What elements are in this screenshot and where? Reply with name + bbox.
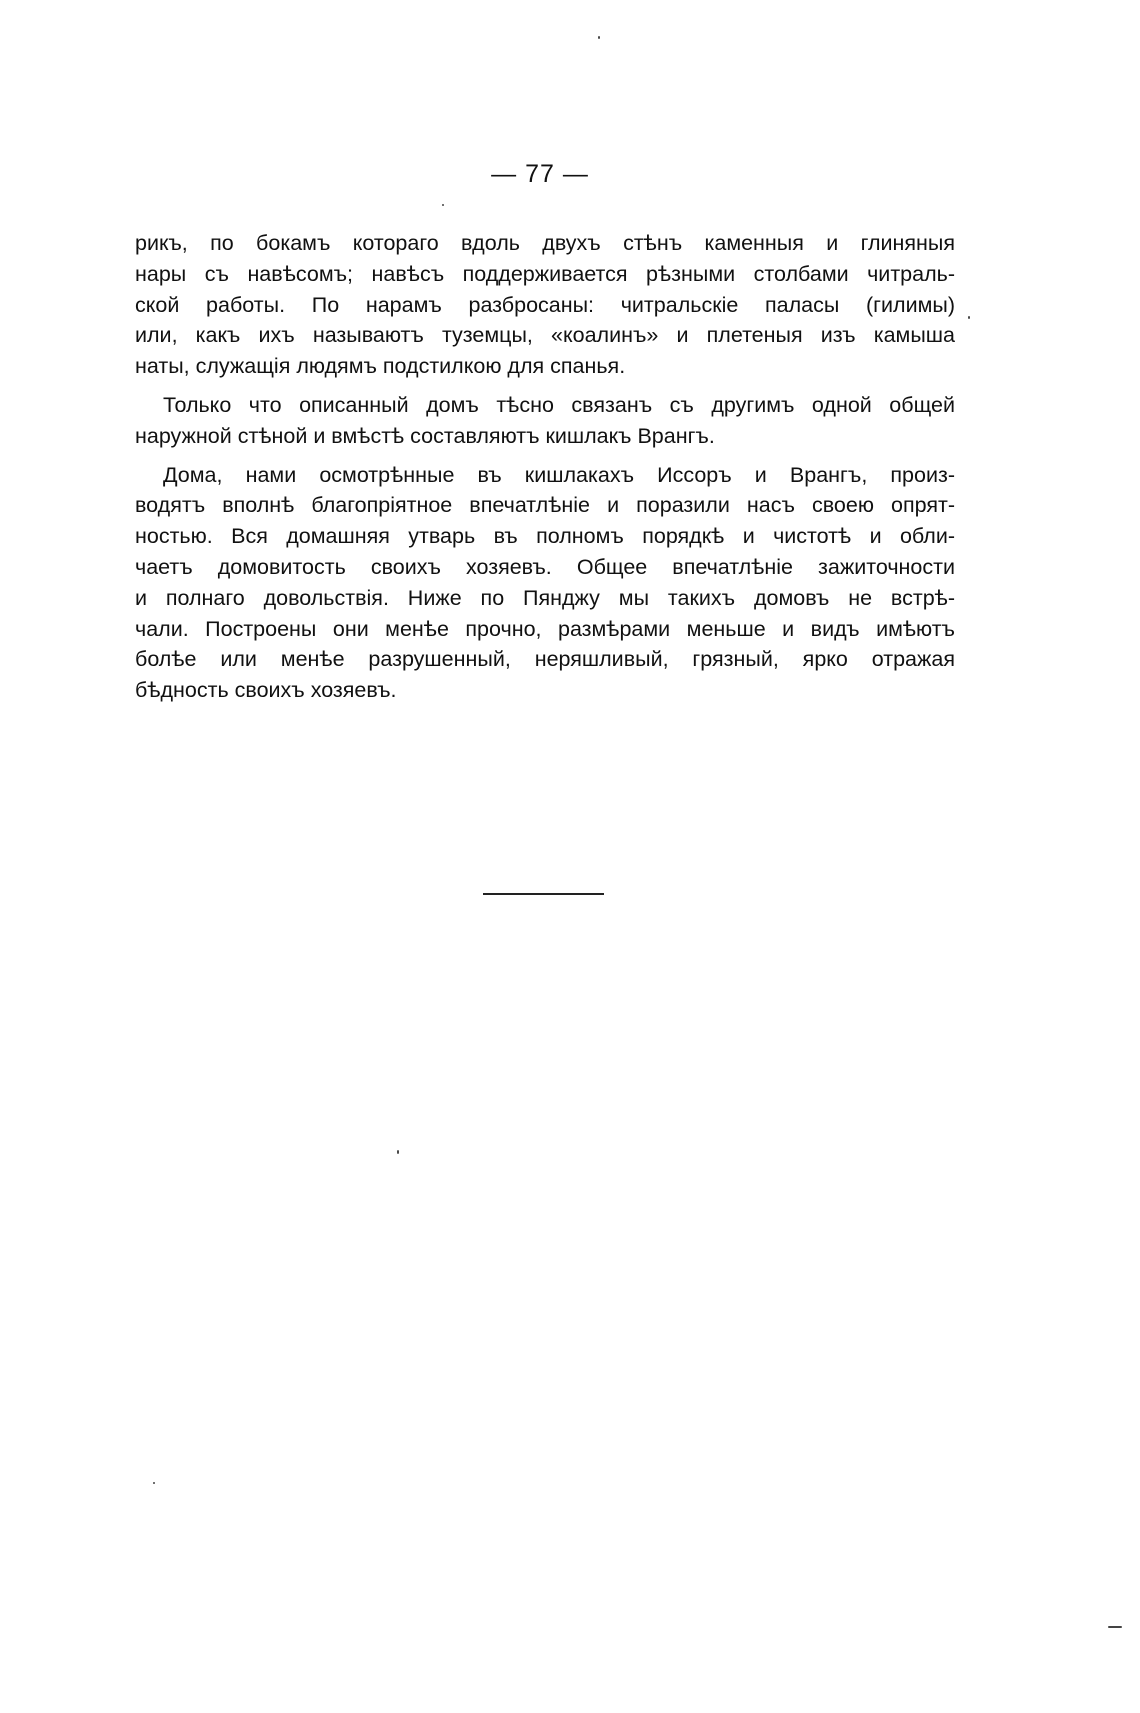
- body-text: [135, 228, 955, 706]
- text-line: и полнаго довольствія. Ниже по Пянджу мы такихъ домовъ не встрѣ-: [135, 585, 955, 610]
- text-line: Только что описанный домъ тѣсно связанъ съ другимъ одной общей: [163, 392, 955, 417]
- scan-speck: [1108, 1626, 1122, 1628]
- text-line: наты, служащія людямъ подстилкою для спанья.: [135, 354, 626, 379]
- scan-speck: [598, 36, 600, 39]
- paragraph-spacer: [135, 382, 955, 390]
- scan-speck: [153, 1482, 155, 1484]
- text-line: наружной стѣной и вмѣстѣ составляютъ кишлакъ Врангъ.: [135, 423, 715, 448]
- text-line: ностью. Вся домашняя утварь въ полномъ порядкѣ и чистотѣ и обли-: [135, 524, 955, 549]
- text-line: рикъ, по бокамъ котораго вдоль двухъ стѣнъ каменныя и глиняныя: [135, 231, 955, 255]
- text-line: болѣе или менѣе разрушенный, неряшливый, грязный, ярко отражая: [135, 647, 955, 672]
- text-line: нары съ навѣсомъ; навѣсъ поддерживается рѣзными столбами читраль-: [135, 261, 955, 286]
- text-line: чаетъ домовитость своихъ хозяевъ. Общее впечатлѣніе зажиточности: [135, 554, 955, 579]
- text-line: бѣдность своихъ хозяевъ.: [135, 678, 397, 703]
- scan-speck: [442, 204, 444, 206]
- text-line: водятъ вполнѣ благопріятное впечатлѣніе и поразили насъ своею опрят-: [135, 493, 955, 518]
- scan-speck: [968, 316, 970, 319]
- text-line: чали. Построены они менѣе прочно, размѣрами меньше и видъ имѣютъ: [135, 616, 955, 641]
- text-line: Дома, нами осмотрѣнные въ кишлакахъ Иссоръ и Врангъ, произ-: [163, 462, 955, 487]
- paragraph-2: [135, 390, 955, 452]
- paragraph-3: [135, 460, 955, 706]
- page-number: — 77 —: [491, 160, 589, 188]
- text-line: ской работы. По нарамъ разбросаны: читральскіе паласы (гилимы): [135, 292, 955, 317]
- paragraph-spacer: [135, 452, 955, 460]
- section-divider: [483, 893, 604, 895]
- paragraph-1: [135, 228, 955, 382]
- text-line: или, какъ ихъ называютъ туземцы, «коалинъ» и плетеныя изъ камыша: [135, 323, 955, 348]
- scan-speck: [397, 1150, 399, 1154]
